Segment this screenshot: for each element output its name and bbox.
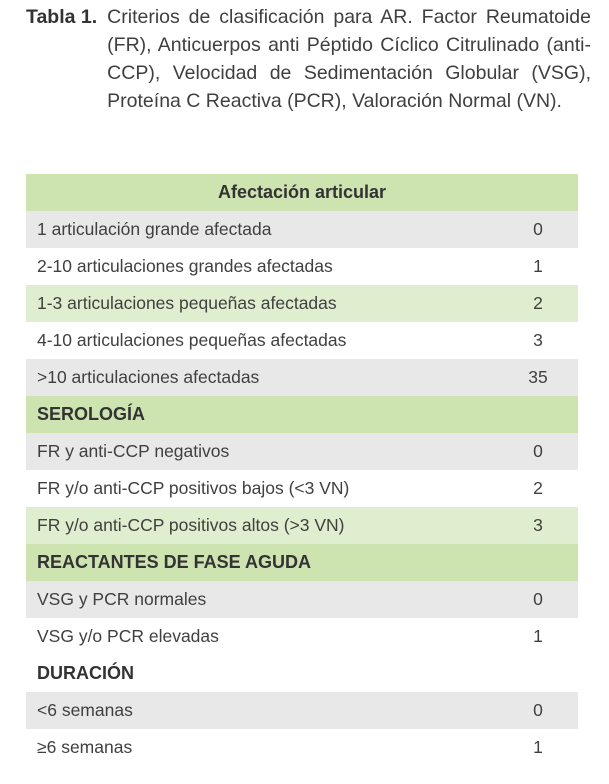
- section-title: SEROLOGÍA: [37, 404, 146, 424]
- section-header-row: [26, 544, 578, 581]
- criterion-score: 2: [533, 293, 543, 313]
- criterion-score: 3: [533, 330, 543, 350]
- criterion-label: FR y/o anti-CCP positivos bajos (<3 VN): [37, 478, 350, 498]
- criterion-score: 0: [533, 700, 543, 720]
- table-row: [26, 285, 578, 322]
- criterion-score: 0: [533, 589, 543, 609]
- table-caption: [26, 3, 591, 115]
- section-title: REACTANTES DE FASE AGUDA: [37, 552, 312, 572]
- criterion-label: FR y/o anti-CCP positivos altos (>3 VN): [37, 515, 345, 535]
- caption-text: Criterios de clasificación para AR. Factor Reumatoide (FR), Anticuerpos anti Péptido Cíclico Citrulinado (anti-CCP), Velocidad de Sedimentación Globular (VSG), Proteína C Reactiva (PCR), Valoración Normal (VN).: [107, 6, 591, 112]
- criterion-score: 1: [533, 256, 543, 276]
- criterion-label: ≥6 semanas: [37, 737, 133, 757]
- table-row: [26, 581, 578, 618]
- criterion-score: 0: [533, 441, 543, 461]
- caption-label: Tabla 1.: [26, 6, 98, 28]
- table-row: [26, 470, 578, 507]
- table-row: [26, 211, 578, 248]
- criterion-label: 4-10 articulaciones pequeñas afectadas: [37, 330, 347, 350]
- criterion-score: 1: [533, 737, 543, 757]
- criterion-label: <6 semanas: [37, 700, 133, 720]
- table-header-row: [26, 174, 578, 211]
- criterion-score: 3: [533, 515, 543, 535]
- criterion-score: 35: [528, 367, 548, 387]
- criterion-label: FR y anti-CCP negativos: [37, 441, 230, 461]
- criterion-label: 2-10 articulaciones grandes afectadas: [37, 256, 333, 276]
- criterion-score: 1: [533, 626, 543, 646]
- criterion-score: 0: [533, 219, 543, 239]
- criterion-label: >10 articulaciones afectadas: [37, 367, 260, 387]
- table-row: [26, 322, 578, 359]
- table-row: [26, 433, 578, 470]
- criterion-label: 1-3 articulaciones pequeñas afectadas: [37, 293, 337, 313]
- criterion-label: 1 articulación grande afectada: [37, 219, 272, 239]
- section-title: DURACIÓN: [37, 663, 134, 683]
- criterion-label: VSG y/o PCR elevadas: [37, 626, 219, 646]
- table-row: [26, 359, 578, 396]
- section-header-row: [26, 655, 578, 692]
- table-row: [26, 618, 578, 655]
- table-row: [26, 507, 578, 544]
- section-header-row: [26, 396, 578, 433]
- table-row: [26, 729, 578, 766]
- criterion-label: VSG y PCR normales: [37, 589, 207, 609]
- table-row: [26, 692, 578, 729]
- table-row: [26, 248, 578, 285]
- criteria-table: [26, 174, 578, 766]
- section-title: Afectación articular: [217, 182, 387, 202]
- criterion-score: 2: [533, 478, 543, 498]
